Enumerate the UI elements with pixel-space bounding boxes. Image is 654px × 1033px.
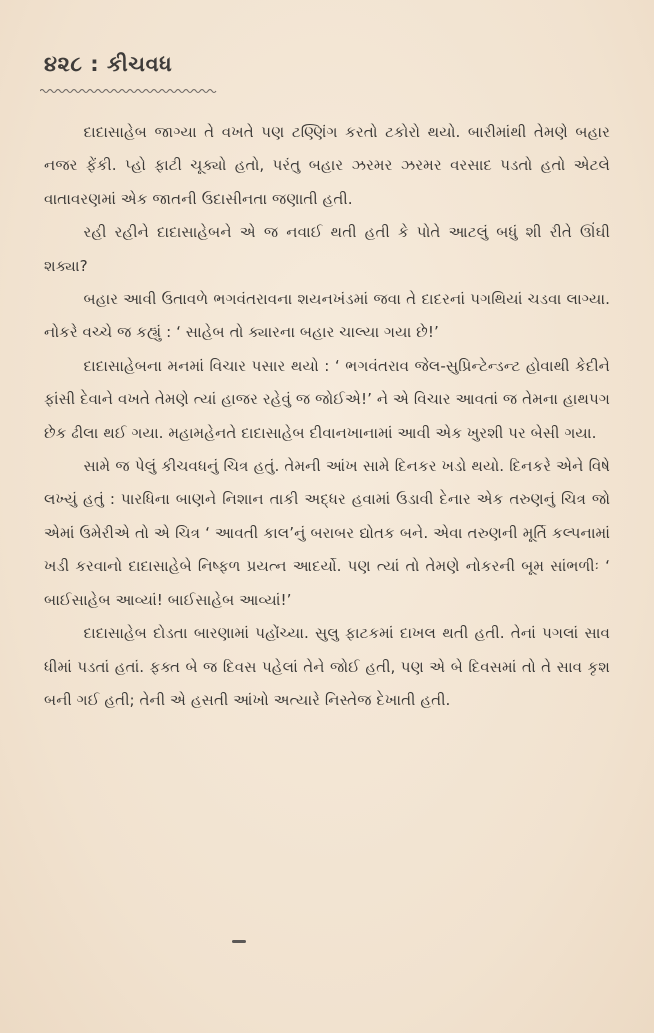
chapter-title: કીચવધ [106, 52, 173, 76]
header-separator: : [90, 52, 100, 76]
paragraph: રહી રહીને દાદાસાહેબને એ જ નવાઈ થતી હતી કે પોતે આટલું બધું શી રીતે ઊંઘી શક્યા? [44, 223, 610, 275]
paragraph: દાદાસાહેબના મનમાં વિચાર પસાર થયો : ‘ ભગવંતરાવ જેલ-સુપ્રિન્ટેન્ડન્ટ હોવાથી કેદીને ફાંસી દેવાને વખતે તેમણે ત્યાં હાજર રહેવું જ જોઈએ!’ ને એ વિચાર આવતાં જ તેમના હાથપગ છેક ઢીલા થઈ ગયા. મહામહેનતે દાદાસાહેબ દીવાનખાનામાં આવી એક ખુરશી પર બેસી ગયા. [44, 356, 610, 442]
paragraph: દાદાસાહેબ જાગ્યા તે વખતે પણ ટણ્ણિંગ કરતો ટકોરો થયો. બારીમાંથી તેમણે બહાર નજર ફેંકી. પ્હો ફાટી ચૂક્યો હતો, પરંતુ બહાર ઝરમર ઝરમર વરસાદ પડતો હતો એટલે વાતાવરણમાં એક જાતની ઉદાસીનતા જણાતી હતી. [44, 123, 610, 208]
running-header [44, 52, 172, 77]
end-mark [232, 940, 246, 943]
paragraph: બહાર આવી ઉતાવળે ભગવંતરાવના શયનખંડમાં જવા તે દાદરનાં પગથિયાં ચડવા લાગ્યા. નોકરે વચ્ચે જ કહ્યું : ‘ સાહેબ તો ક્યારના બહાર ચાલ્યા ગયા છે!’ [44, 290, 610, 342]
header-wavy-rule [40, 88, 218, 94]
paragraph: દાદાસાહેબ દોડતા બારણામાં પહોંચ્યા. સુલુ ફાટકમાં દાખલ થતી હતી. તેનાં પગલાં સાવ ધીમાં પડતાં હતાં. ફક્ત બે જ દિવસ પહેલાં તેને જોઈ હતી, પણ એ બે દિવસમાં તો તે સાવ કૃશ બની ગઈ હતી; તેની એ હસતી આંખો અત્યારે નિસ્તેજ દેખાતી હતી. [44, 624, 610, 709]
paragraph: સામે જ પેલું કીચવધનું ચિત્ર હતું. તેમની આંખ સામે દિનકર ખડો થયો. દિનકરે એને વિષે લખ્યું હતું : પારધિના બાણને નિશાન તાકી અદ્ધર હવામાં ઉડાવી દેનાર એક તરુણનું ચિત્ર જો એમાં ઉમેરીએ તો એ ચિત્ર ‘ આવતી કાલ’નું બરાબર દ્યોતક બને. એવા તરુણની મૂર્તિ કલ્પનામાં ખડી કરવાનો દાદાસાહેબે નિષ્ફળ પ્રયત્ન આદર્યો. પણ ત્યાં તો તેમણે નોકરની બૂમ સાંભળીઃ ‘ બાઈસાહેબ આવ્યાં! બાઈસાહેબ આવ્યાં!’ [44, 457, 610, 609]
body-text [44, 116, 610, 717]
page-number: ૪૨૮ [44, 52, 83, 76]
